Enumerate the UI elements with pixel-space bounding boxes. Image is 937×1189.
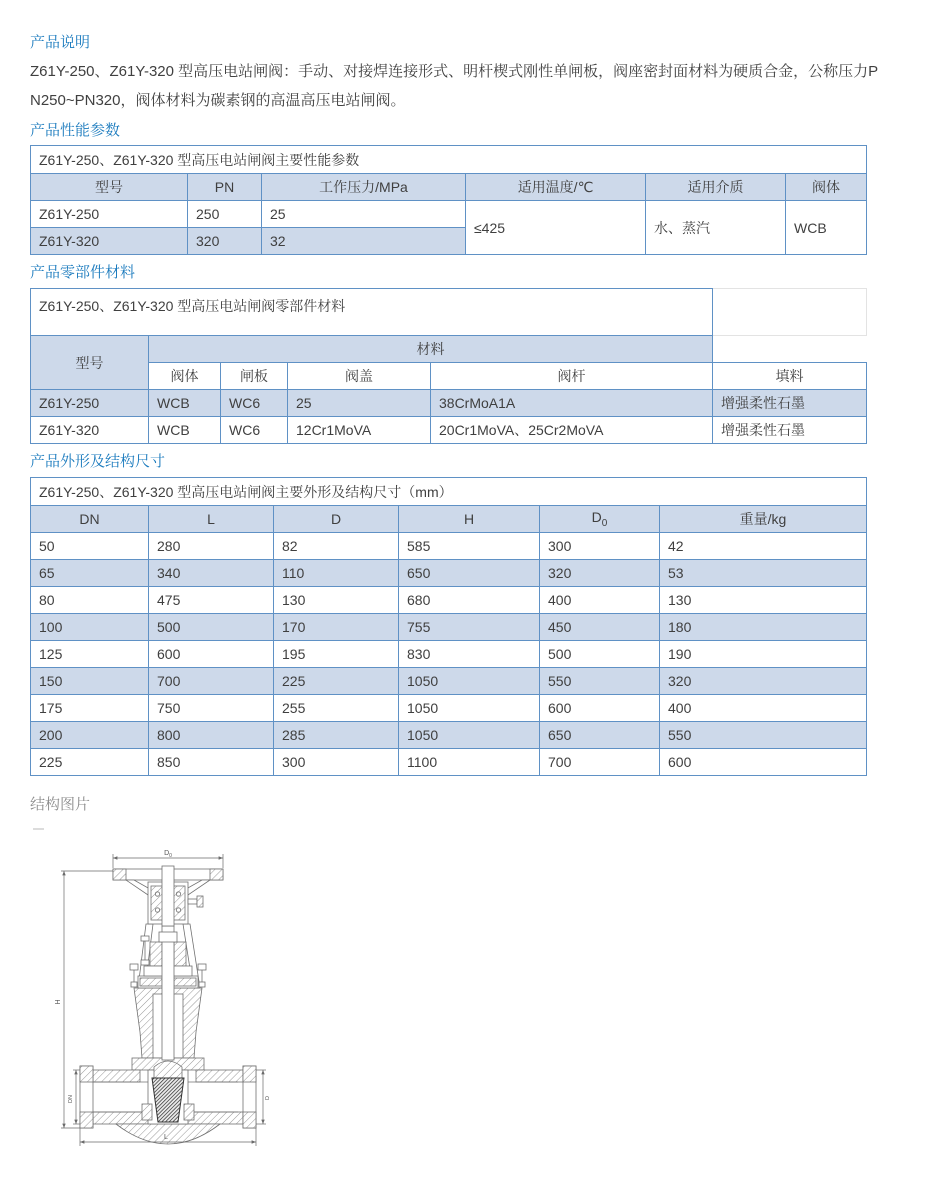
valve-structure-drawing (50, 836, 370, 1184)
cell-stem: 38CrMoA1A (431, 390, 713, 417)
dimension-label-l: L (164, 1134, 168, 1141)
header-row (31, 506, 867, 533)
cell-weight: 180 (660, 614, 867, 641)
cell-weight: 320 (660, 668, 867, 695)
cell-pn: 250 (188, 201, 262, 228)
cell-bonnet: 12Cr1MoVA (288, 417, 431, 444)
cell-d: 110 (274, 560, 399, 587)
empty-cell (713, 336, 867, 363)
column-header-weight: 重量/kg (660, 506, 867, 533)
column-header-stem: 阀杆 (431, 363, 713, 390)
section-heading-product-description: 产品说明 (30, 34, 91, 51)
cell-weight: 400 (660, 695, 867, 722)
table-row (31, 695, 867, 722)
cell-dn: 200 (31, 722, 149, 749)
cell-d: 225 (274, 668, 399, 695)
cell-h: 650 (399, 560, 540, 587)
cell-dn: 80 (31, 587, 149, 614)
cell-weight: 53 (660, 560, 867, 587)
column-header-valve-body: 阀体 (149, 363, 221, 390)
cell-weight: 550 (660, 722, 867, 749)
cell-d0: 650 (540, 722, 660, 749)
valve-drawing-wrap (50, 836, 907, 1189)
cell-disc: WC6 (221, 390, 288, 417)
cell-temperature: ≤425 (466, 201, 646, 255)
table-row (31, 614, 867, 641)
column-header-packing: 填料 (713, 363, 867, 390)
dimension-label-d0: $D_0$ (164, 850, 172, 859)
cell-l: 750 (149, 695, 274, 722)
cell-body-material: WCB (786, 201, 867, 255)
cell-medium: 水、蒸汽 (646, 201, 786, 255)
table-title-row (31, 289, 867, 336)
column-header-l: L (149, 506, 274, 533)
table-row (31, 722, 867, 749)
cell-d0: 600 (540, 695, 660, 722)
dimension-label-h: H (55, 999, 62, 1005)
handwheel-group (113, 866, 223, 926)
valve-stem (162, 926, 174, 1060)
cell-l: 280 (149, 533, 274, 560)
column-header-medium: 适用介质 (646, 174, 786, 201)
cell-h: 755 (399, 614, 540, 641)
materials-table-title: Z61Y-250、Z61Y-320 型高压电站闸阀零部件材料 (31, 289, 713, 336)
cell-stem: 20Cr1MoVA、25Cr2MoVA (431, 417, 713, 444)
cell-model: Z61Y-320 (31, 228, 188, 255)
performance-table-title: Z61Y-250、Z61Y-320 型高压电站闸阀主要性能参数 (31, 146, 867, 174)
section-heading-structure-image: 结构图片 (30, 796, 91, 813)
column-header-material-group: 材料 (149, 336, 713, 363)
wedge-gate (152, 1078, 184, 1122)
table-title-row (31, 146, 867, 174)
paragraph-line: Z61Y-250、Z61Y-320 型高压电站闸阀：手动、对接焊连接形式、明杆楔式刚性单闸板，阀座密封面材料为硬质合金，公称压力P (30, 63, 879, 80)
column-header-dn: DN (31, 506, 149, 533)
cell-h: 1050 (399, 722, 540, 749)
cell-h: 680 (399, 587, 540, 614)
materials-table (30, 288, 867, 444)
column-header-d0: $D_0$ (540, 506, 660, 533)
cell-l: 600 (149, 641, 274, 668)
table-row (31, 749, 867, 776)
cell-pressure: 32 (262, 228, 466, 255)
cell-l: 475 (149, 587, 274, 614)
section-heading-performance: 产品性能参数 (30, 122, 121, 139)
cell-d: 255 (274, 695, 399, 722)
cell-body: WCB (149, 390, 221, 417)
cell-dn: 175 (31, 695, 149, 722)
cell-h: 1050 (399, 695, 540, 722)
column-header-working-pressure: 工作压力/MPa (262, 174, 466, 201)
header-row (31, 336, 867, 363)
cell-model: Z61Y-320 (31, 417, 149, 444)
cell-h: 585 (399, 533, 540, 560)
column-header-d: D (274, 506, 399, 533)
dimensions-table (30, 477, 867, 776)
cell-d0: 320 (540, 560, 660, 587)
cell-d0: 700 (540, 749, 660, 776)
cell-weight: 42 (660, 533, 867, 560)
section-heading-dimensions: 产品外形及结构尺寸 (30, 453, 166, 470)
cell-h: 1050 (399, 668, 540, 695)
cell-body: WCB (149, 417, 221, 444)
cell-bonnet: 25 (288, 390, 431, 417)
column-header-bonnet: 阀盖 (288, 363, 431, 390)
cell-d: 300 (274, 749, 399, 776)
cell-dn: 225 (31, 749, 149, 776)
column-header-h: H (399, 506, 540, 533)
cell-pressure: 25 (262, 201, 466, 228)
cell-packing: 增强柔性石墨 (713, 390, 867, 417)
scan-artifact (33, 828, 44, 830)
table-row (31, 201, 867, 228)
cell-d: 170 (274, 614, 399, 641)
table-row (31, 560, 867, 587)
cell-d0: 300 (540, 533, 660, 560)
cell-d: 130 (274, 587, 399, 614)
paragraph-line: N250~PN320，阀体材料为碳素钢的高温高压电站闸阀。 (30, 92, 406, 109)
cell-d0: 500 (540, 641, 660, 668)
header-row (31, 174, 867, 201)
performance-table (30, 145, 867, 255)
table-row (31, 587, 867, 614)
cell-model: Z61Y-250 (31, 201, 188, 228)
column-header-model: 型号 (31, 174, 188, 201)
table-row (31, 641, 867, 668)
dimension-label-dn: DN (68, 1095, 74, 1103)
cell-l: 340 (149, 560, 274, 587)
cell-d: 285 (274, 722, 399, 749)
column-header-disc: 闸板 (221, 363, 288, 390)
cell-model: Z61Y-250 (31, 390, 149, 417)
column-header-body: 阀体 (786, 174, 867, 201)
dimension-label-d: D (265, 1096, 271, 1100)
cell-h: 830 (399, 641, 540, 668)
cell-l: 850 (149, 749, 274, 776)
table-row (31, 390, 867, 417)
cell-l: 800 (149, 722, 274, 749)
cell-dn: 125 (31, 641, 149, 668)
cell-disc: WC6 (221, 417, 288, 444)
column-header-temperature: 适用温度/℃ (466, 174, 646, 201)
table-title-row (31, 478, 867, 506)
cell-dn: 65 (31, 560, 149, 587)
subheader-row (31, 363, 867, 390)
cell-d0: 400 (540, 587, 660, 614)
cell-dn: 150 (31, 668, 149, 695)
product-description-paragraph (30, 57, 907, 115)
cell-weight: 600 (660, 749, 867, 776)
table-row (31, 417, 867, 444)
cell-weight: 130 (660, 587, 867, 614)
empty-cell (713, 289, 867, 336)
cell-l: 500 (149, 614, 274, 641)
wedge-cap (154, 1061, 182, 1078)
cell-l: 700 (149, 668, 274, 695)
cell-pn: 320 (188, 228, 262, 255)
d0-subscript: 0 (601, 517, 608, 529)
table-row (31, 533, 867, 560)
column-header-model: 型号 (31, 336, 149, 390)
cell-d: 82 (274, 533, 399, 560)
section-heading-materials: 产品零部件材料 (30, 264, 136, 281)
cell-weight: 190 (660, 641, 867, 668)
cell-dn: 50 (31, 533, 149, 560)
cell-dn: 100 (31, 614, 149, 641)
cell-d0: 450 (540, 614, 660, 641)
cell-packing: 增强柔性石墨 (713, 417, 867, 444)
dimensions-table-title: Z61Y-250、Z61Y-320 型高压电站闸阀主要外形及结构尺寸（mm） (31, 478, 867, 506)
column-header-pn: PN (188, 174, 262, 201)
table-row (31, 668, 867, 695)
cell-d: 195 (274, 641, 399, 668)
cell-h: 1100 (399, 749, 540, 776)
cell-d0: 550 (540, 668, 660, 695)
